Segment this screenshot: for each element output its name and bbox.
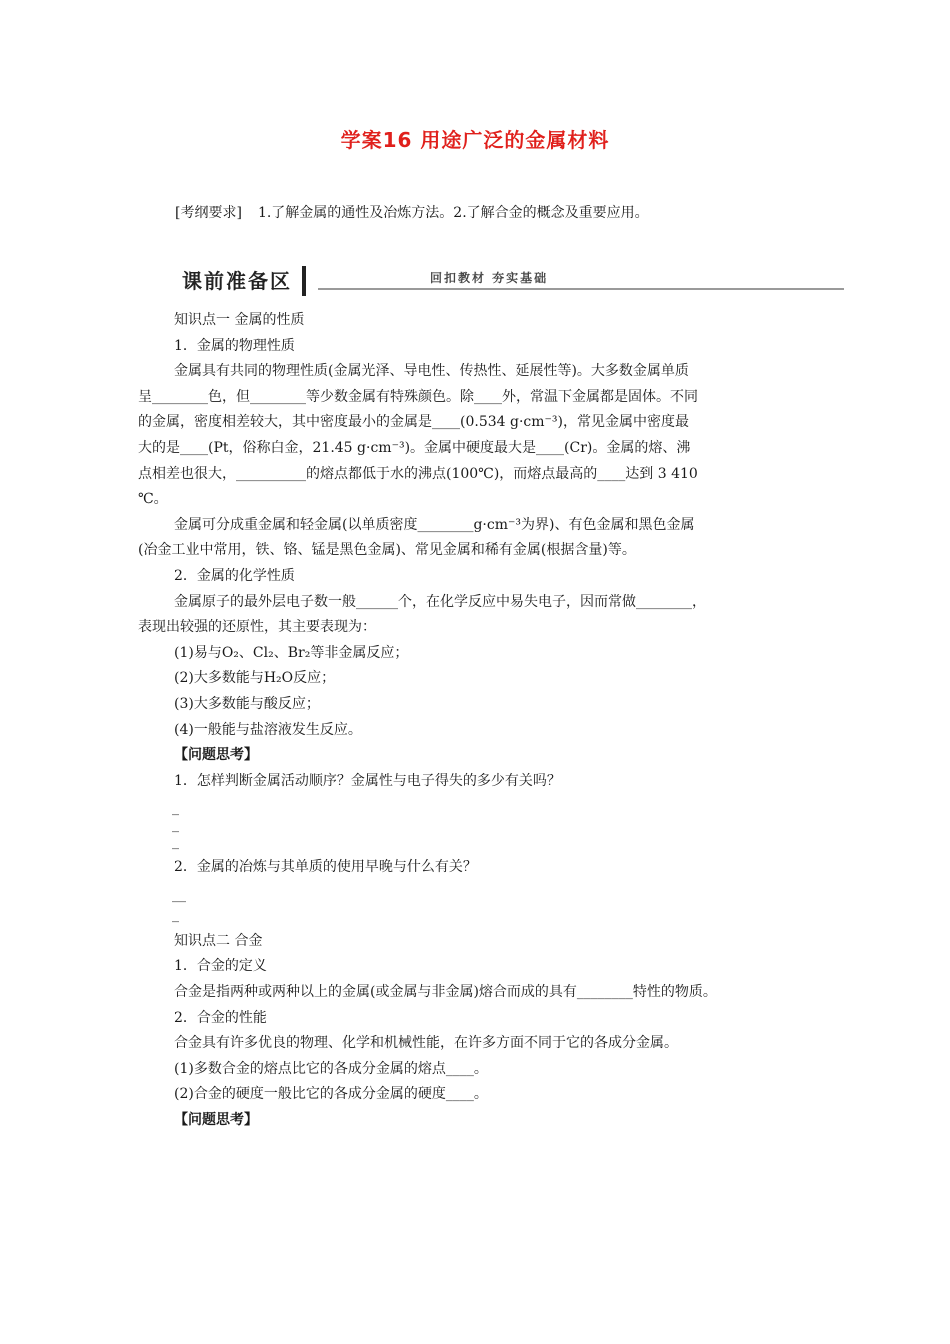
subsection-heading: 2．金属的化学性质 — [174, 567, 295, 584]
paragraph-line: 呈________色，但________等少数金属有特殊颜色。除____外，常温下金属都是固体。不同 — [138, 388, 698, 405]
requirements-tag: [考纲要求] — [175, 205, 242, 221]
question-heading: 【问题思考】 — [174, 747, 258, 764]
paragraph-line: 大的是____(Pt，俗称白金，21.45 g·cm⁻³)。金属中硬度最大是____(Cr)。金属的熔、沸 — [138, 439, 691, 456]
paragraph-line: ℃。 — [138, 491, 168, 508]
question-heading: 【问题思考】 — [174, 1112, 258, 1129]
knowledge-point-heading: 知识点一 金属的性质 — [174, 312, 305, 328]
answer-blank: _ — [172, 906, 179, 923]
list-item: (1)易与O₂、Cl₂、Br₂等非金属反应； — [174, 644, 409, 661]
subsection-heading: 1．合金的定义 — [174, 958, 267, 975]
paragraph-line: 合金具有许多优良的物理、化学和机械性能，在许多方面不同于它的各成分金属。 — [174, 1035, 678, 1052]
paragraph-line: (冶金工业中常用，铁、铬、锰是黑色金属)、常见金属和稀有金属(根据含量)等。 — [138, 542, 636, 559]
subsection-heading: 2．合金的性能 — [174, 1009, 267, 1026]
paragraph-line: 金属原子的最外层电子数一般______个，在化学反应中易失电子，因而常做________， — [174, 593, 706, 610]
list-item: (3)大多数能与酸反应； — [174, 695, 320, 712]
main-content — [138, 308, 818, 1134]
list-item: (4)一般能与盐溶液发生反应。 — [174, 721, 362, 738]
requirements-text: 1.了解金属的通性及冶炼方法。2.了解合金的概念及重要应用。 — [257, 205, 649, 221]
question-text: 2．金属的冶炼与其单质的使用早晚与什么有关？ — [174, 859, 477, 876]
paragraph-line: 合金是指两种或两种以上的金属(或金属与非金属)熔合而成的具有________特性的物质。 — [174, 984, 717, 1001]
paragraph-line: 表现出较强的还原性，其主要表现为： — [138, 619, 376, 636]
subsection-heading: 1．金属的物理性质 — [174, 337, 295, 354]
banner-section-label: 课前准备区 — [172, 266, 306, 296]
list-item: (2)合金的硬度一般比它的各成分金属的硬度____。 — [174, 1086, 488, 1103]
question-text: 1．怎样判断金属活动顺序？金属性与电子得失的多少有关吗？ — [174, 772, 561, 789]
paragraph-line: 的金属，密度相差较大，其中密度最小的金属是____(0.534 g·cm⁻³)，常见金属中密度最 — [138, 414, 689, 431]
answer-blank: __ — [172, 886, 186, 903]
list-item: (2)大多数能与H₂O反应； — [174, 670, 336, 687]
answer-blank: _ — [172, 834, 179, 851]
exam-requirements — [175, 202, 649, 222]
answer-blank: _ — [172, 817, 179, 834]
banner-rule — [318, 288, 844, 290]
paragraph-line: 点相差也很大，__________的熔点都低于水的沸点(100℃)，而熔点最高的____达到 3 410 — [138, 465, 698, 482]
answer-blank: _ — [172, 800, 179, 817]
knowledge-point-heading: 知识点二 合金 — [174, 932, 263, 949]
section-banner — [172, 266, 844, 296]
list-item: (1)多数合金的熔点比它的各成分金属的熔点____。 — [174, 1060, 488, 1077]
paragraph-line: 金属具有共同的物理性质(金属光泽、导电性、传热性、延展性等)。大多数金属单质 — [174, 363, 689, 380]
paragraph-line: 金属可分成重金属和轻金属(以单质密度________g·cm⁻³为界)、有色金属和黑色金属 — [174, 516, 695, 533]
page-title: 学案16 用途广泛的金属材料 — [340, 128, 610, 152]
banner-subtitle: 回扣教材 夯实基础 — [430, 271, 549, 285]
